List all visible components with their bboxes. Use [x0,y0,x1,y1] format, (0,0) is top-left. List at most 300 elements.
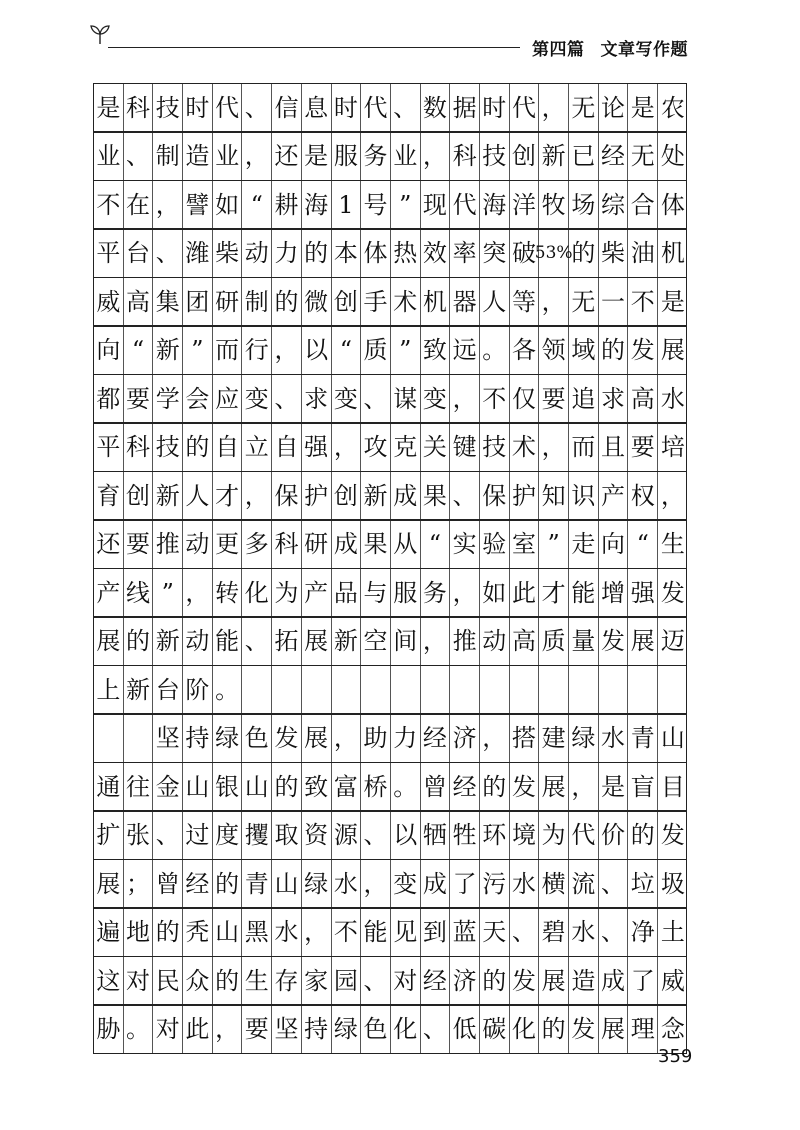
grid-cell: 空 [361,618,391,665]
grid-cell: 经 [183,860,213,907]
grid-cell: 潍 [183,230,213,277]
grid-cell: 绿 [213,715,243,762]
grid-cell: 走 [569,521,599,568]
grid-cell: 据 [450,84,480,131]
grid-cell: 。 [480,327,510,374]
grid-cell: 一 [599,278,629,325]
grid-cell: 化 [391,1006,421,1053]
grid-cell: 此 [183,1006,213,1053]
grid-cell: 发 [599,618,629,665]
grid-cell: 横 [539,860,569,907]
grid-cell: 不 [332,909,362,956]
grid-cell: 山 [660,724,685,752]
grid-cell: 成 [391,472,421,519]
grid-cell: 在 [124,181,154,228]
grid-cell: 以 [302,327,332,374]
grid-cell: 键 [450,424,480,471]
grid-cell: 保 [480,472,510,519]
grid-cell: 价 [599,812,629,859]
grid-cell: 见 [391,909,421,956]
grid-cell: ， [242,472,272,519]
grid-cell: 的 [599,327,629,374]
grid-cell: 动 [183,618,213,665]
grid-cell: 民 [153,957,183,1004]
grid-cell: 变 [391,860,421,907]
grid-cell: 、 [153,812,183,859]
grid-cell: 动 [183,521,213,568]
grid-cell: 热 [391,230,421,277]
grid-cell: 发 [272,715,302,762]
grid-cell: 、 [153,230,183,277]
grid-cell: 天 [480,909,510,956]
grid-cell: ， [302,909,332,956]
grid-cell: 增 [599,569,629,616]
grid-cell: 、 [242,618,272,665]
grid-cell: 水 [660,384,685,413]
grid-cell: 展 [302,618,332,665]
grid-cell: 器 [450,278,480,325]
grid-cell: 的 [302,230,332,277]
grid-cell [658,666,688,713]
grid-cell: 、 [450,472,480,519]
grid-cell: 新 [153,472,183,519]
grid-cell: 的 [539,1006,569,1053]
grid-cell: 上 [94,666,124,713]
grid-cell: 求 [599,375,629,422]
grid-cell: 迈 [660,627,685,655]
grid-cell: 不 [628,278,658,325]
grid-cell: 人 [183,472,213,519]
grid-cell: 绿 [332,1006,362,1053]
grid-cell: 代 [569,812,599,859]
grid-cell: 能 [213,618,243,665]
grid-cell: 培 [660,433,685,461]
grid-cell: 制 [242,278,272,325]
grid-cell: 不 [480,375,510,422]
grid-cell: 柴 [599,230,629,277]
grid-cell: 、 [599,860,629,907]
grid-cell: 水 [272,909,302,956]
grid-cell: 经 [450,763,480,810]
grid-cell: 护 [510,472,540,519]
grid-cell: 务 [421,569,451,616]
grid-cell: 了 [628,957,658,1004]
grid-cell: 展 [539,957,569,1004]
grid-cell: 高 [124,278,154,325]
grid-cell: 山 [242,763,272,810]
grid-cell: 创 [332,472,362,519]
grid-cell: 圾 [660,869,685,898]
grid-cell: 果 [421,472,451,519]
grid-cell: 代 [450,181,480,228]
grid-row [93,1005,687,1054]
grid-cell: 保 [272,472,302,519]
grid-cell: 碧 [539,909,569,956]
grid-cell: ； [124,860,154,907]
grid-cell: 环 [480,812,510,859]
grid-cell: 强 [302,424,332,471]
grid-cell: 各 [510,327,540,374]
grid-cell: 。 [391,763,421,810]
grid-cell: 间 [391,618,421,665]
grid-cell: ” [539,521,569,568]
grid-cell: 技 [480,424,510,471]
grid-cell: 合 [628,181,658,228]
grid-cell: 微 [302,278,332,325]
grid-cell: 向 [599,521,629,568]
grid-cell: 、 [421,1006,451,1053]
grid-cell: 等 [510,278,540,325]
grid-cell: 农 [660,93,685,122]
grid-cell [332,666,362,713]
grid-cell: 权 [628,472,658,519]
grid-cell: 耕 [272,181,302,228]
grid-cell: 拓 [272,618,302,665]
grid-cell: 曾 [421,763,451,810]
grid-cell: 创 [124,472,154,519]
grid-cell: 机 [421,278,451,325]
grid-cell: 时 [332,84,362,131]
grid-cell: 体 [660,190,685,219]
grid-cell: 产 [94,569,124,616]
grid-cell: 关 [421,424,451,471]
grid-cell: 家 [302,957,332,1004]
grid-row [93,714,687,763]
grid-cell: 生 [660,530,685,558]
grid-cell [94,715,124,762]
grid-cell: 时 [183,84,213,131]
grid-cell: 更 [213,521,243,568]
grid-cell: 众 [183,957,213,1004]
grid-cell: 坚 [272,1006,302,1053]
grid-cell: 展 [599,1006,629,1053]
grid-cell: 济 [450,957,480,1004]
grid-cell: 目 [660,772,685,801]
grid-cell: 山 [272,860,302,907]
grid-cell: ， [450,569,480,616]
grid-cell: 通 [94,763,124,810]
grid-cell [569,666,599,713]
grid-cell: ， [332,424,362,471]
grid-cell: 新 [124,666,154,713]
page-header [0,0,800,70]
grid-cell: 新 [361,472,391,519]
grid-cell: 追 [569,375,599,422]
grid-cell: 展 [660,336,685,364]
grid-row [93,665,687,714]
grid-cell: 色 [242,715,272,762]
grid-row [93,520,687,569]
grid-cell: 服 [332,133,362,180]
grid-cell: 信 [272,84,302,131]
grid-cell: 存 [272,957,302,1004]
grid-cell: 科 [272,521,302,568]
grid-cell: 搭 [510,715,540,762]
grid-cell: 成 [599,957,629,1004]
grid-cell: 线 [124,569,154,616]
grid-cell: ， [272,327,302,374]
grid-cell: 要 [628,424,658,471]
grid-cell: 数 [421,84,451,131]
grid-cell: 发 [628,327,658,374]
grid-cell: 自 [272,424,302,471]
grid-cell: 理 [628,1006,658,1053]
grid-row [93,277,687,326]
grid-cell: 攫 [242,812,272,859]
grid-cell: 新 [153,327,183,374]
grid-cell: ， [332,715,362,762]
grid-cell: 银 [213,763,243,810]
grid-cell: ， [539,424,569,471]
grid-cell: 。 [124,1006,154,1053]
grid-cell: 台 [153,666,183,713]
grid-cell: 净 [628,909,658,956]
grid-cell: 展 [94,860,124,907]
grid-cell: 助 [361,715,391,762]
grid-cell: 展 [628,618,658,665]
grid-cell: 知 [539,472,569,519]
grid-cell: 品 [332,569,362,616]
grid-cell: 克 [391,424,421,471]
grid-cell: ， [421,618,451,665]
grid-cell: 流 [569,860,599,907]
grid-cell: 源 [332,812,362,859]
grid-cell: 成 [421,860,451,907]
grid-cell: 息 [302,84,332,131]
grid-cell [539,666,569,713]
grid-cell: 动 [480,618,510,665]
grid-cell: 业 [391,133,421,180]
grid-cell: 立 [242,424,272,471]
grid-cell: 术 [510,424,540,471]
grid-cell: 、 [510,909,540,956]
grid-cell: 的 [272,763,302,810]
grid-cell: ， [153,181,183,228]
grid-cell: 已 [569,133,599,180]
grid-cell: 的 [183,424,213,471]
grid-cell: 平 [94,424,124,471]
grid-cell: 无 [628,133,658,180]
grid-cell: 突 [480,230,510,277]
grid-cell: 攻 [361,424,391,471]
grid-cell: 致 [302,763,332,810]
grid-cell [450,666,480,713]
grid-cell: 水 [599,715,629,762]
grid-cell: 科 [450,133,480,180]
grid-cell: 号 [361,181,391,228]
grid-cell: 污 [480,860,510,907]
grid-cell: 推 [153,521,183,568]
grid-row [93,908,687,957]
grid-cell: 率 [450,230,480,277]
page-number: 359 [658,1046,693,1067]
grid-cell: 水 [569,909,599,956]
grid-cell: “ [628,521,658,568]
grid-cell: 秃 [183,909,213,956]
grid-cell: 产 [599,472,629,519]
grid-cell: 地 [124,909,154,956]
grid-cell: ” [183,327,213,374]
grid-row [93,326,687,375]
grid-row [93,132,687,181]
grid-cell: 为 [539,812,569,859]
grid-cell: 对 [391,957,421,1004]
grid-cell: 山 [183,763,213,810]
grid-cell [599,666,629,713]
grid-cell: 科 [124,424,154,471]
grid-cell: 且 [599,424,629,471]
grid-cell: 综 [599,181,629,228]
grid-cell: 谋 [391,375,421,422]
grid-cell: 发 [660,578,685,607]
grid-cell: ， [361,860,391,907]
grid-cell: 以 [391,812,421,859]
grid-cell: 而 [213,327,243,374]
grid-cell: 的 [480,763,510,810]
grid-cell: 是 [94,84,124,131]
grid-cell: 。 [213,666,243,713]
grid-cell: 制 [153,133,183,180]
grid-cell: 绿 [302,860,332,907]
grid-cell: 机 [660,239,685,267]
grid-cell [242,666,272,713]
grid-cell: 发 [510,763,540,810]
grid-cell: 学 [153,375,183,422]
chapter-label: 第四篇 [532,40,585,60]
grid-cell: 变 [332,375,362,422]
grid-cell: 代 [510,84,540,131]
running-header [532,35,688,60]
grid-cell: 强 [628,569,658,616]
grid-cell: 要 [242,1006,272,1053]
grid-cell: 绿 [569,715,599,762]
grid-cell: 不 [94,181,124,228]
grid-cell: 动 [242,230,272,277]
grid-cell: 代 [361,84,391,131]
grid-cell: 、 [124,133,154,180]
grid-cell: 坚 [153,715,183,762]
grid-cell: 展 [302,715,332,762]
grid-cell: 质 [539,618,569,665]
grid-cell: 果 [361,521,391,568]
grid-row [93,617,687,666]
grid-cell [272,666,302,713]
grid-cell: 业 [94,133,124,180]
sprout-icon [88,22,112,46]
grid-cell: 展 [94,618,124,665]
grid-cell: 黑 [242,909,272,956]
grid-cell: ， [569,763,599,810]
grid-cell: 山 [213,909,243,956]
grid-cell: 破 [510,230,540,277]
grid-cell: 土 [660,918,685,946]
grid-cell: 是 [628,84,658,131]
grid-cell: 务 [361,133,391,180]
grid-cell: ， [183,569,213,616]
grid-cell: 术 [391,278,421,325]
grid-cell: 遍 [94,909,124,956]
grid-cell: 本 [332,230,362,277]
grid-cell: 化 [242,569,272,616]
grid-cell: 、 [272,375,302,422]
grid-cell: 推 [450,618,480,665]
grid-cell: 生 [242,957,272,1004]
grid-cell: 的 [628,812,658,859]
grid-cell: 张 [124,812,154,859]
grid-cell: 场 [569,181,599,228]
grid-cell: 青 [242,860,272,907]
grid-cell: 持 [302,1006,332,1053]
grid-cell: 了 [450,860,480,907]
grid-cell: 往 [124,763,154,810]
grid-cell: 产 [302,569,332,616]
grid-cell: 境 [510,812,540,859]
grid-cell: 才 [213,472,243,519]
grid-cell: 从 [391,521,421,568]
grid-cell: 海 [302,181,332,228]
grid-cell: 无 [569,84,599,131]
grid-cell: 碳 [480,1006,510,1053]
grid-cell [421,666,451,713]
grid-cell: 发 [510,957,540,1004]
grid-cell [361,666,391,713]
grid-cell: 科 [124,84,154,131]
grid-cell: 、 [361,375,391,422]
grid-cell: 垃 [628,860,658,907]
grid-cell: 论 [599,84,629,131]
grid-cell: 1 [332,181,362,228]
grid-cell: 转 [213,569,243,616]
grid-cell: 是 [599,763,629,810]
grid-row [93,956,687,1005]
grid-cell: 手 [361,278,391,325]
grid-cell: 展 [539,763,569,810]
grid-cell: 致 [421,327,451,374]
grid-cell: 如 [480,569,510,616]
grid-cell: 创 [510,133,540,180]
grid-cell: 为 [272,569,302,616]
grid-cell: 园 [332,957,362,1004]
grid-cell: 、 [242,84,272,131]
grid-cell: 对 [124,957,154,1004]
grid-cell [124,715,154,762]
grid-cell: 才 [539,569,569,616]
grid-cell: 胁 [94,1006,124,1053]
grid-cell: 譬 [183,181,213,228]
grid-cell: 团 [183,278,213,325]
grid-row [93,471,687,520]
grid-cell: 蓝 [450,909,480,956]
grid-cell: 新 [539,133,569,180]
grid-cell: 室 [510,521,540,568]
grid-cell: 都 [94,375,124,422]
grid-cell: 此 [510,569,540,616]
grid-cell [480,666,510,713]
grid-cell: 的 [213,957,243,1004]
grid-cell: 化 [510,1006,540,1053]
grid-cell: 台 [124,230,154,277]
grid-cell: 水 [332,860,362,907]
grid-cell: 域 [569,327,599,374]
grid-cell: 力 [391,715,421,762]
grid-cell: 人 [480,278,510,325]
grid-cell: 富 [332,763,362,810]
grid-cell: 的 [213,860,243,907]
grid-cell: 应 [213,375,243,422]
grid-cell: 要 [124,521,154,568]
grid-cell: 、 [599,909,629,956]
grid-cell: 、 [361,957,391,1004]
